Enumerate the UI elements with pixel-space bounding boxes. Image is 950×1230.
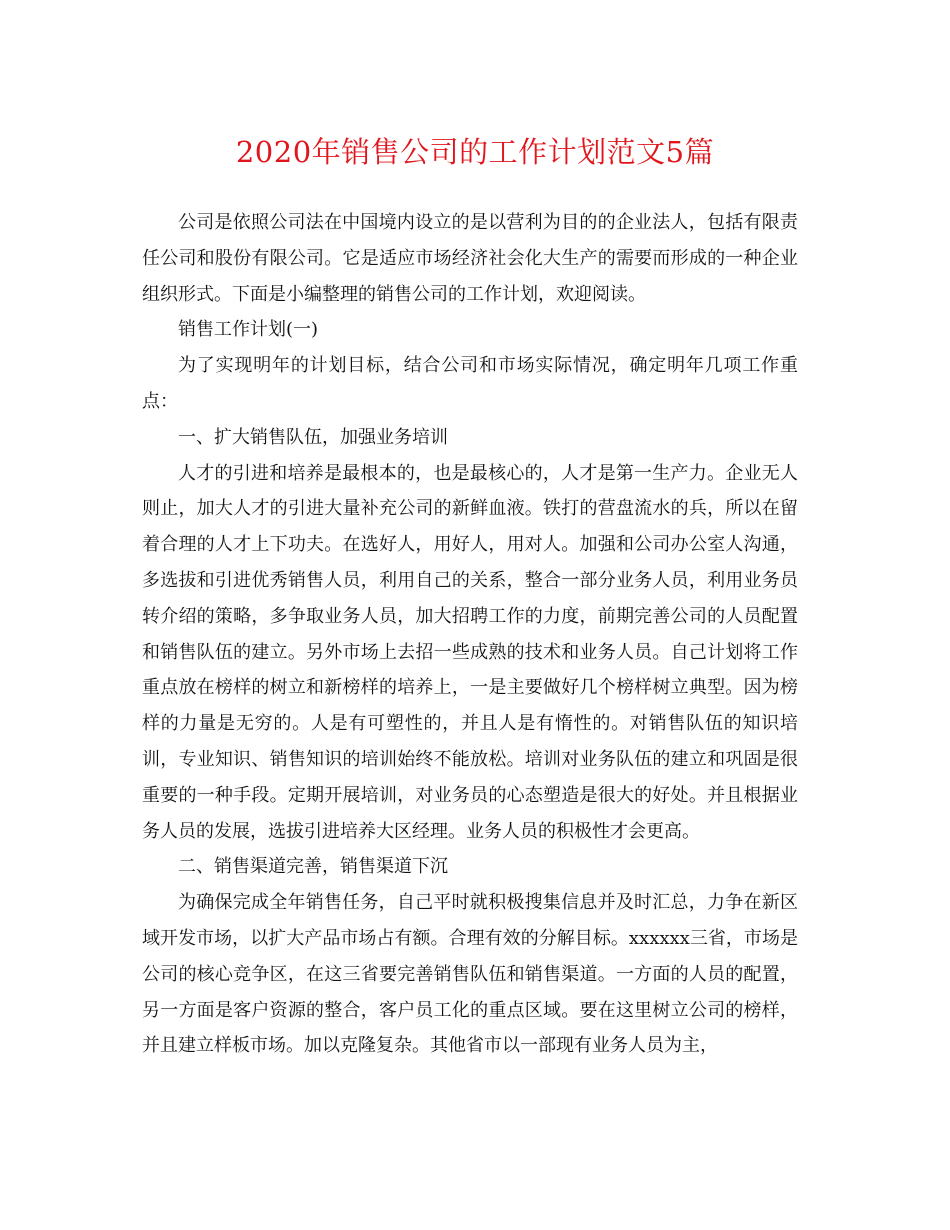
section-heading-expand-team: 一、扩大销售队伍，加强业务培训	[178, 426, 448, 448]
paragraph-sales-tasks: 为确保完成全年销售任务，自己平时就积极搜集信息并及时汇总，力争在新区域开发市场，以扩大产品市场占有额。合理有效的分解目标。xxxxxx三省，市场是公司的核心竞争区，在这三省要完善销售队伍和销售渠道。一方面的人员的配置，另一方面是客户资源的整合，客户员工化的重点区域。要在这里树立公司的榜样，并且建立样板市场。加以克隆复杂。其他省市以一部现有业务人员为主，	[142, 892, 798, 1057]
section-heading-sales-channels: 二、销售渠道完善，销售渠道下沉	[178, 856, 448, 878]
paragraph-talent: 人才的引进和培养是最根本的，也是最核心的，人才是第一生产力。企业无人则止，加大人才的引进大量补充公司的新鲜血液。铁打的营盘流水的兵，所以在留着合理的人才上下功夫。在选好人，用好人，用对人。加强和公司办公室人沟通，多选拔和引进优秀销售人员，利用自己的关系，整合一部分业务人员，利用业务员转介绍的策略，多争取业务人员，加大招聘工作的力度，前期完善公司的人员配置和销售队伍的建立。另外市场上去招一些成熟的技术和业务人员。自己计划将工作重点放在榜样的树立和新榜样的培养上，一是主要做好几个榜样树立典型。因为榜样的力量是无穷的。人是有可塑性的，并且人是有惰性的。对销售队伍的知识培训，专业知识、销售知识的培训始终不能放松。培训对业务队伍的建立和巩固是很重要的一种手段。定期开展培训，对业务员的心态塑造是很大的好处。并且根据业务人员的发展，选拔引进培养大区经理。业务人员的积极性才会更高。	[142, 462, 798, 842]
document-title: 2020年销售公司的工作计划范文5篇	[235, 135, 715, 169]
document-body	[142, 205, 798, 1064]
paragraph-goals: 为了实现明年的计划目标，结合公司和市场实际情况，确定明年几项工作重点：	[142, 355, 798, 412]
section-heading-plan-one: 销售工作计划(一)	[178, 319, 319, 341]
paragraph-intro: 公司是依照公司法在中国境内设立的是以营利为目的的企业法人，包括有限责任公司和股份有限公司。它是适应市场经济社会化大生产的需要而形成的一种企业组织形式。下面是小编整理的销售公司的工作计划，欢迎阅读。	[142, 212, 798, 305]
